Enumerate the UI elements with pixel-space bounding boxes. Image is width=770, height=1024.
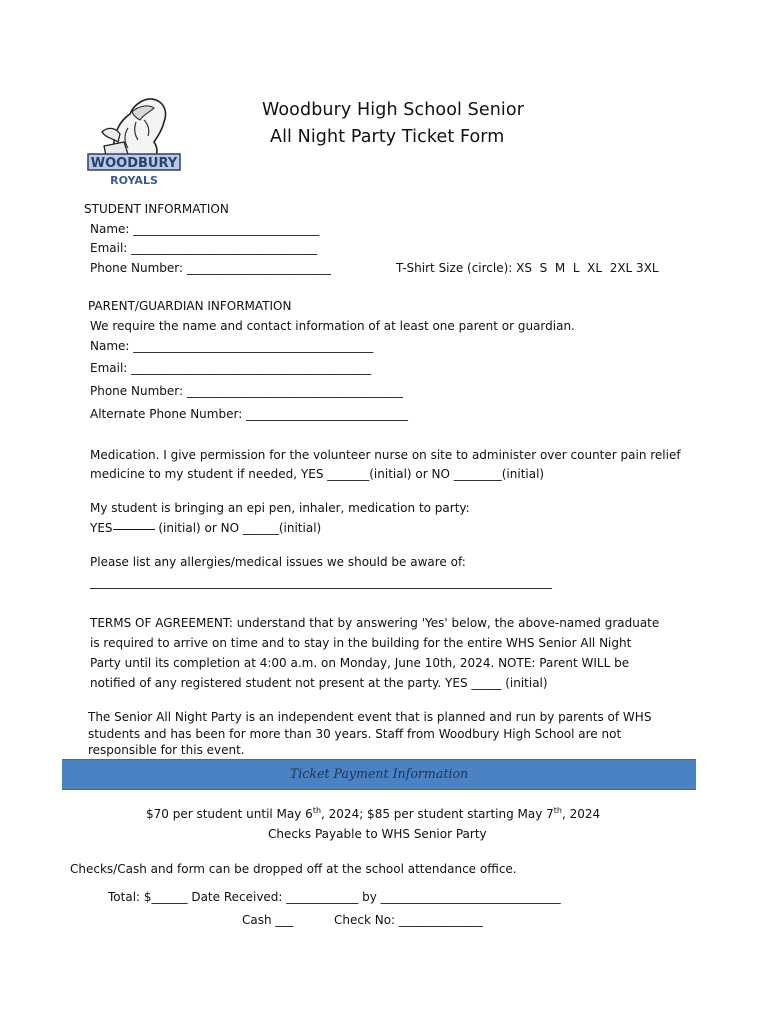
svg-text:WOODBURY: WOODBURY bbox=[90, 156, 178, 171]
tshirt-size-options[interactable]: T-Shirt Size (circle): XS S M L XL 2XL 3XL bbox=[396, 261, 659, 275]
parent-email-field[interactable]: Email: ________________________________________ bbox=[90, 361, 372, 375]
parent-intro: We require the name and contact information of at least one parent or guardian. bbox=[90, 319, 575, 333]
terms-line3: Party until its completion at 4:00 a.m. on Monday, June 10th, 2024. NOTE: Parent WILL be bbox=[90, 656, 630, 670]
page-title-line1: Woodbury High School Senior bbox=[262, 100, 524, 120]
parent-alt-phone-field[interactable]: Alternate Phone Number: ___________________________ bbox=[90, 407, 409, 421]
epi-line2[interactable]: YES (initial) or NO ______(initial) bbox=[90, 521, 322, 535]
allergies-prompt: Please list any allergies/medical issues we should be aware of: bbox=[90, 555, 466, 569]
parent-phone-field[interactable]: Phone Number: ____________________________________ bbox=[90, 384, 403, 398]
student-phone-field[interactable]: Phone Number: ________________________ bbox=[90, 261, 331, 275]
office-check-field[interactable]: Check No: ______________ bbox=[334, 913, 483, 927]
disclaimer-line1: The Senior All Night Party is an independent event that is planned and run by parents of WHS bbox=[88, 710, 652, 724]
school-logo bbox=[84, 92, 184, 188]
medication-line2[interactable]: medicine to my student if needed, YES _______(initial) or NO ________(initial) bbox=[90, 467, 545, 481]
ticket-payment-banner bbox=[62, 759, 696, 790]
pricing-line: $70 per student until May 6th, 2024; $85 per student starting May 7th, 2024 bbox=[146, 806, 601, 821]
disclaimer-line3: responsible for this event. bbox=[88, 743, 245, 757]
student-name-field[interactable]: Name: _______________________________ bbox=[90, 222, 320, 236]
parent-name-field[interactable]: Name: ________________________________________ bbox=[90, 339, 374, 353]
parent-heading: PARENT/GUARDIAN INFORMATION bbox=[88, 299, 292, 313]
disclaimer-line2: students and has been for more than 30 years. Staff from Woodbury High School are not bbox=[88, 727, 622, 741]
terms-line4[interactable]: notified of any registered student not present at the party. YES _____ (initial) bbox=[90, 676, 548, 690]
student-heading: STUDENT INFORMATION bbox=[84, 202, 229, 216]
terms-line1: TERMS OF AGREEMENT: understand that by answering 'Yes' below, the above-named graduate bbox=[90, 616, 660, 630]
office-cash-field[interactable]: Cash ___ bbox=[242, 913, 294, 927]
page-title-line2: All Night Party Ticket Form bbox=[270, 127, 505, 147]
checks-payable-line: Checks Payable to WHS Senior Party bbox=[268, 827, 487, 841]
terms-line2: is required to arrive on time and to stay in the building for the entire WHS Senior All Night bbox=[90, 636, 632, 650]
epi-line1: My student is bringing an epi pen, inhaler, medication to party: bbox=[90, 501, 470, 515]
office-total-line[interactable]: Total: $______ Date Received: ____________ by ______________________________ bbox=[108, 890, 561, 904]
dropoff-note: Checks/Cash and form can be dropped off at the school attendance office. bbox=[70, 862, 517, 876]
allergies-field[interactable]: _____________________________________________________________________________ bbox=[90, 575, 552, 589]
ticket-payment-banner-label: Ticket Payment Information bbox=[289, 766, 469, 781]
svg-text:ROYALS: ROYALS bbox=[110, 174, 158, 187]
medication-line1: Medication. I give permission for the volunteer nurse on site to administer over counter pain relief bbox=[90, 448, 681, 462]
student-email-field[interactable]: Email: _______________________________ bbox=[90, 241, 318, 255]
